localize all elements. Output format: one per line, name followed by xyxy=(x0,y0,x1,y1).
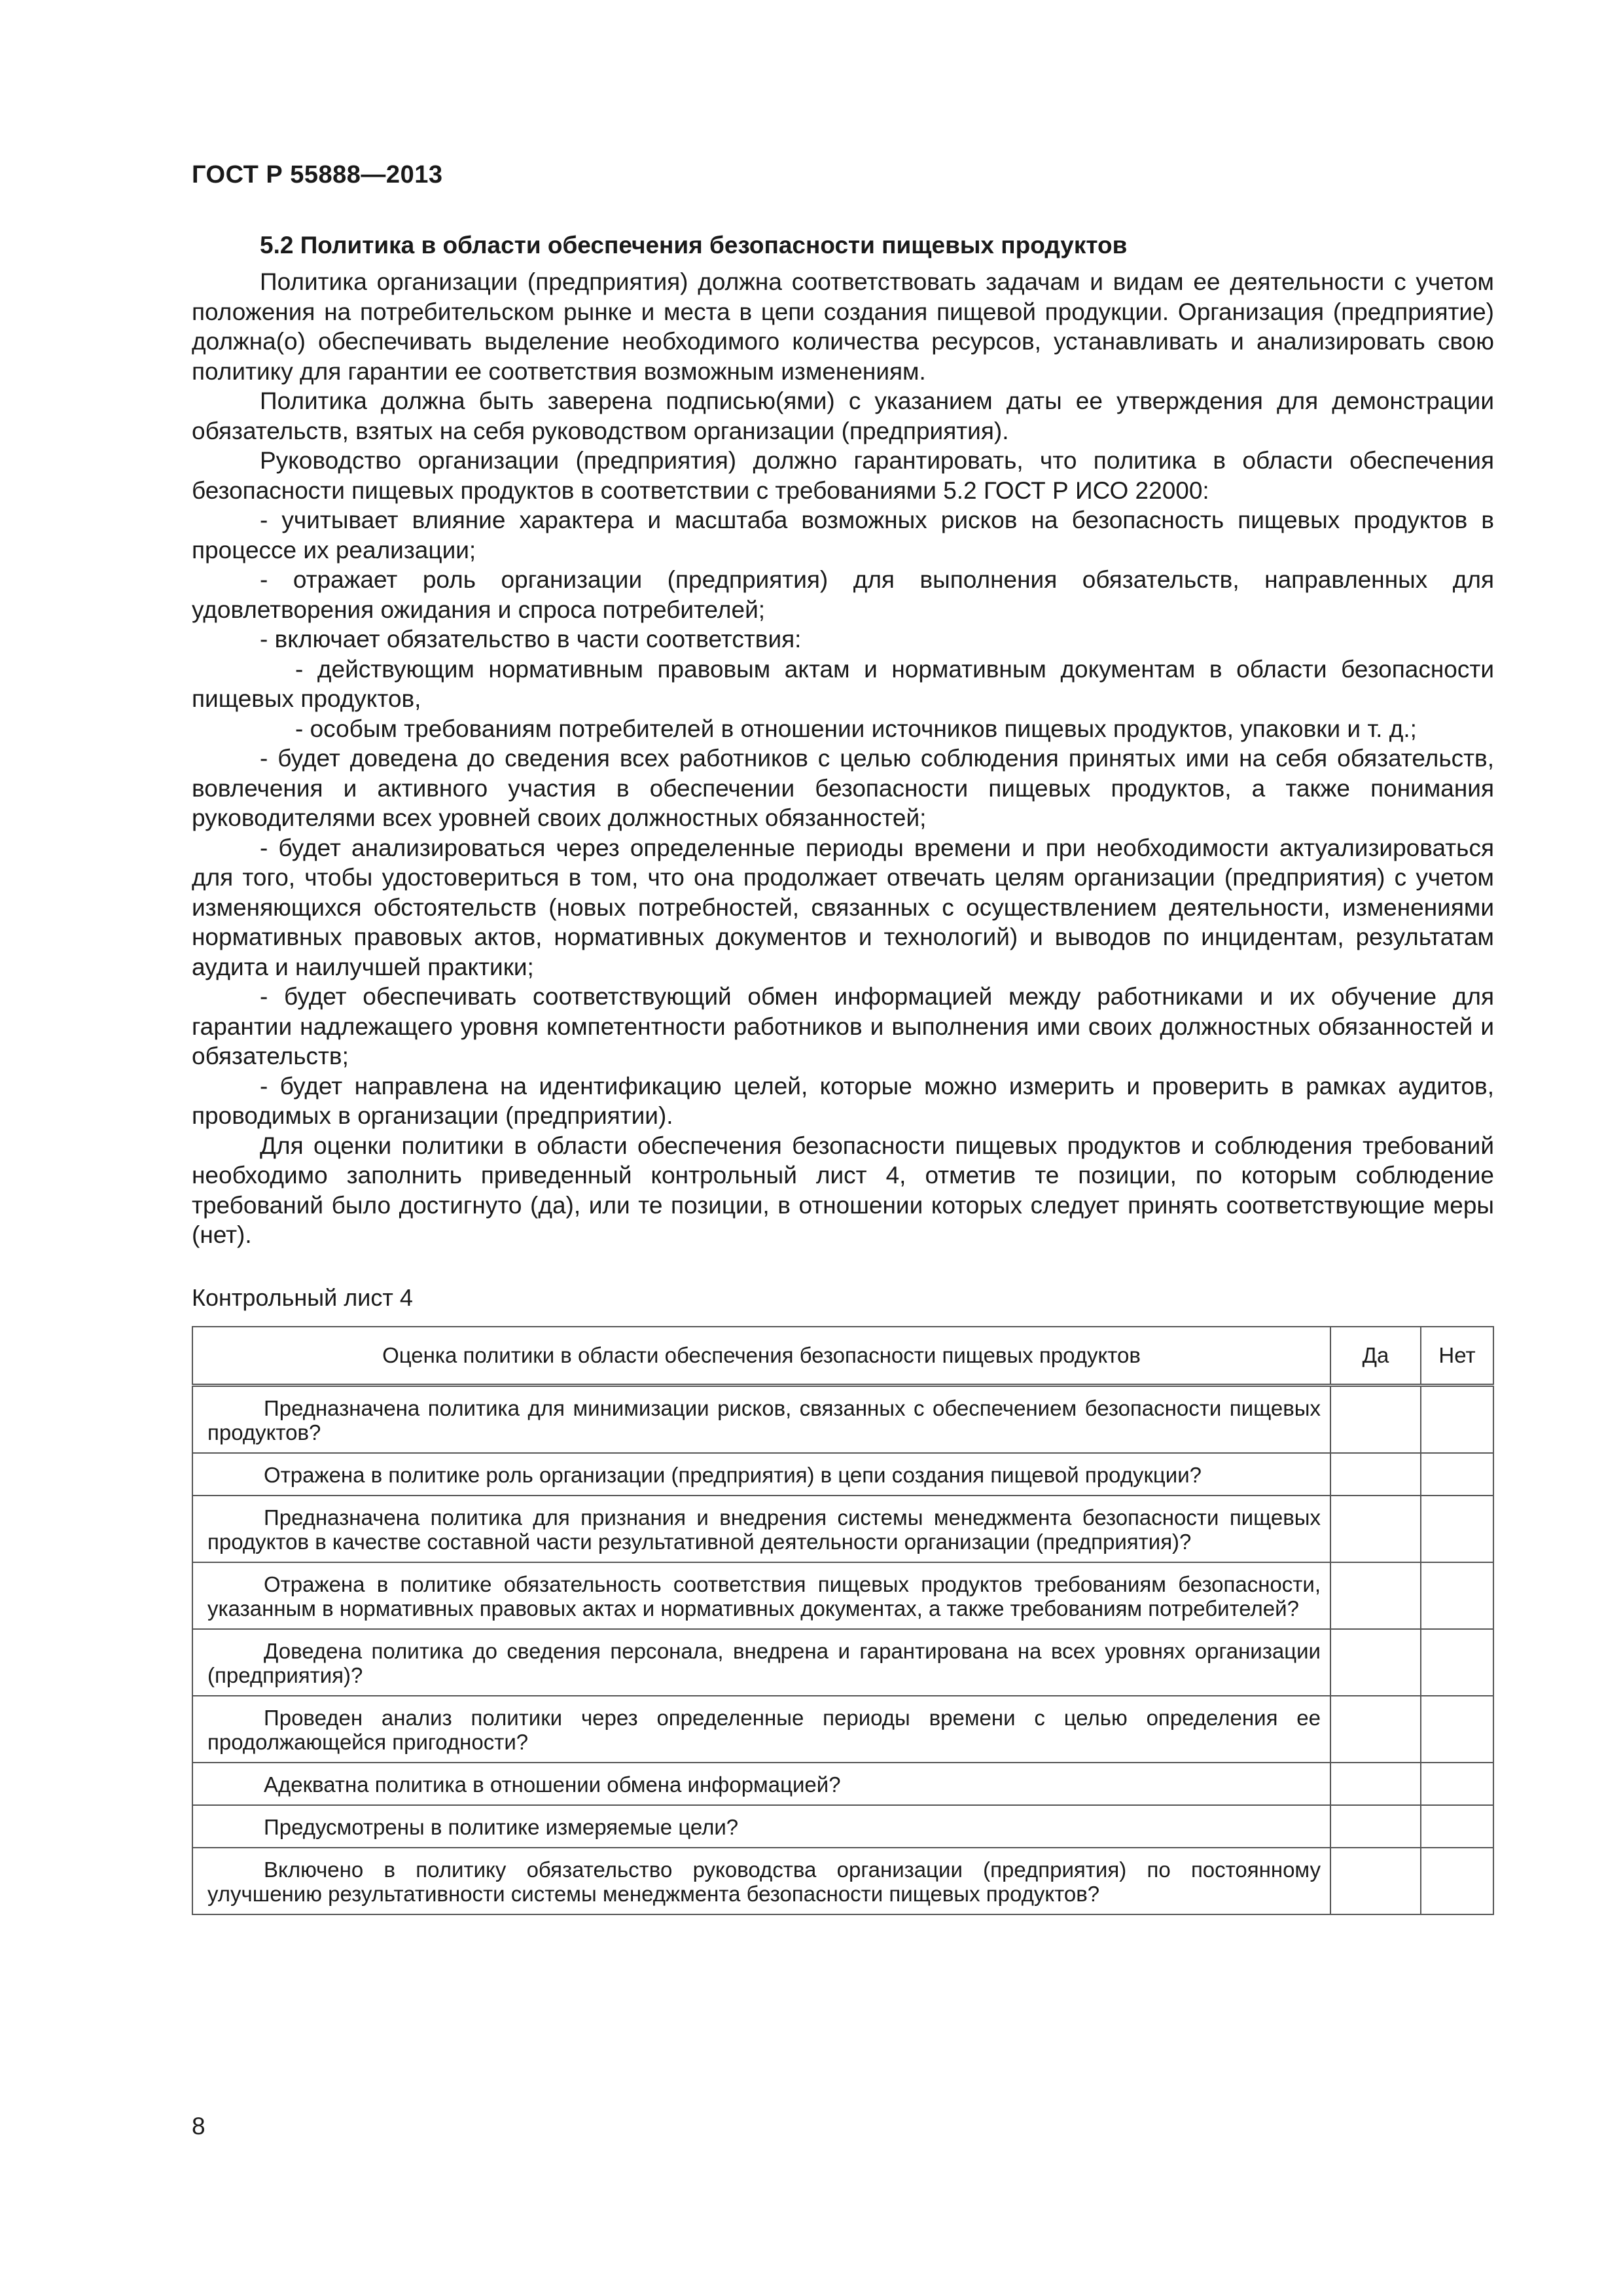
column-header-assessment: Оценка политики в области обеспечения безопасности пищевых продуктов xyxy=(192,1327,1330,1386)
table-row xyxy=(192,1562,1493,1629)
list-item: - включает обязательство в части соответствия: xyxy=(260,626,802,653)
list-item: - будет доведена до сведения всех работников с целью соблюдения принятых ими на себя обязательств, вовлечения и активного участия в обеспечении безопасности пищевых продуктов, а также понимания руководителями всех уровней своих должностных обязанностей; xyxy=(192,745,1494,831)
table-row xyxy=(192,1385,1493,1453)
table-row xyxy=(192,1629,1493,1696)
list-item: - будет анализироваться через определенные периоды времени и при необходимости актуализироваться для того, чтобы удостовериться в том, что она продолжает отвечать целям организации (предприятия) с учетом изменяющихся обстоятельств (новых потребностей, связанных с осуществлением деятельности, изменениями нормативных правовых актов, нормативных документов и технологий) и выводов по инцидентам, результатам аудита и наилучшей практики; xyxy=(192,834,1494,980)
question-cell: Отражена в политике роль организации (предприятия) в цепи создания пищевой продукции? xyxy=(192,1453,1330,1496)
yes-cell[interactable] xyxy=(1330,1629,1421,1696)
column-header-no: Нет xyxy=(1421,1327,1493,1386)
no-cell[interactable] xyxy=(1421,1562,1493,1629)
yes-cell[interactable] xyxy=(1330,1562,1421,1629)
question-cell: Включено в политику обязательство руководства организации (предприятия) по постоянному улучшению результативности системы менеджмента безопасности пищевых продуктов? xyxy=(192,1848,1330,1914)
question-cell: Проведен анализ политики через определенные периоды времени с целью определения ее продолжающейся пригодности? xyxy=(192,1696,1330,1763)
table-row xyxy=(192,1805,1493,1848)
list-item: - будет направлена на идентификацию целей, которые можно измерить и проверить в рамках аудитов, проводимых в организации (предприятии). xyxy=(192,1072,1494,1129)
table-row xyxy=(192,1496,1493,1562)
question-cell: Предназначена политика для минимизации рисков, связанных с обеспечением безопасности пищевых продуктов? xyxy=(192,1385,1330,1453)
paragraph: Руководство организации (предприятия) должно гарантировать, что политика в области обеспечения безопасности пищевых продуктов в соответствии с требованиями 5.2 ГОСТ Р ИСО 22000: xyxy=(192,447,1494,504)
table-row xyxy=(192,1696,1493,1763)
table-row xyxy=(192,1763,1493,1805)
question-cell: Предназначена политика для признания и внедрения системы менеджмента безопасности пищевых продуктов в качестве составной части результативной деятельности организации (предприятия)? xyxy=(192,1496,1330,1562)
question-cell: Доведена политика до сведения персонала, внедрена и гарантирована на всех уровнях организации (предприятия)? xyxy=(192,1629,1330,1696)
no-cell[interactable] xyxy=(1421,1805,1493,1848)
no-cell[interactable] xyxy=(1421,1496,1493,1562)
yes-cell[interactable] xyxy=(1330,1496,1421,1562)
list-item: - отражает роль организации (предприятия) для выполнения обязательств, направленных для удовлетворения ожидания и спроса потребителей; xyxy=(192,566,1494,623)
yes-cell[interactable] xyxy=(1330,1453,1421,1496)
yes-cell[interactable] xyxy=(1330,1848,1421,1914)
table-row xyxy=(192,1848,1493,1914)
question-cell: Адекватна политика в отношении обмена информацией? xyxy=(192,1763,1330,1805)
yes-cell[interactable] xyxy=(1330,1385,1421,1453)
table-row xyxy=(192,1453,1493,1496)
table-header-row xyxy=(192,1327,1493,1386)
page-content xyxy=(192,229,1494,1915)
no-cell[interactable] xyxy=(1421,1629,1493,1696)
section-heading: 5.2 Политика в области обеспечения безопасности пищевых продуктов xyxy=(260,232,1128,259)
sub-list-item: - действующим нормативным правовым актам и нормативным документам в области безопасности пищевых продуктов, xyxy=(192,655,1494,712)
document-code: ГОСТ Р 55888—2013 xyxy=(192,161,443,188)
no-cell[interactable] xyxy=(1421,1763,1493,1805)
no-cell[interactable] xyxy=(1421,1385,1493,1453)
question-cell: Предусмотрены в политике измеряемые цели? xyxy=(192,1805,1330,1848)
column-header-yes: Да xyxy=(1330,1327,1421,1386)
yes-cell[interactable] xyxy=(1330,1805,1421,1848)
no-cell[interactable] xyxy=(1421,1696,1493,1763)
no-cell[interactable] xyxy=(1421,1453,1493,1496)
list-item: - будет обеспечивать соответствующий обмен информацией между работниками и их обучение для гарантии надлежащего уровня компетентности работников и выполнения ими своих должностных обязанностей и обязательств; xyxy=(192,983,1494,1069)
no-cell[interactable] xyxy=(1421,1848,1493,1914)
yes-cell[interactable] xyxy=(1330,1696,1421,1763)
yes-cell[interactable] xyxy=(1330,1763,1421,1805)
sub-list-item: - особым требованиям потребителей в отношении источников пищевых продуктов, упаковки и т. д.; xyxy=(295,715,1417,742)
checklist-table xyxy=(192,1326,1494,1915)
paragraph: Политика организации (предприятия) должна соответствовать задачам и видам ее деятельности с учетом положения на потребительском рынке и места в цепи создания пищевой продукции. Организация (предприятие) должна(о) обеспечивать выделение необходимого количества ресурсов, устанавливать и анализировать свою политику для гарантии ее соответствия возможным изменениям. xyxy=(192,268,1494,385)
question-cell: Отражена в политике обязательность соответствия пищевых продуктов требованиям безопасности, указанным в нормативных правовых актах и нормативных документах, а также требованиям потребителей? xyxy=(192,1562,1330,1629)
page-number: 8 xyxy=(192,2113,205,2140)
checklist-caption: Контрольный лист 4 xyxy=(192,1283,413,1311)
paragraph: Политика должна быть заверена подписью(ями) с указанием даты ее утверждения для демонстрации обязательств, взятых на себя руководством организации (предприятия). xyxy=(192,387,1494,444)
list-item: - учитывает влияние характера и масштаба возможных рисков на безопасность пищевых продуктов в процессе их реализации; xyxy=(192,507,1494,564)
paragraph: Для оценки политики в области обеспечения безопасности пищевых продуктов и соблюдения требований необходимо заполнить приведенный контрольный лист 4, отметив те позиции, по которым соблюдение требований было достигнуто (да), или те позиции, в отношении которых следует принять соответствующие меры (нет). xyxy=(192,1132,1494,1248)
